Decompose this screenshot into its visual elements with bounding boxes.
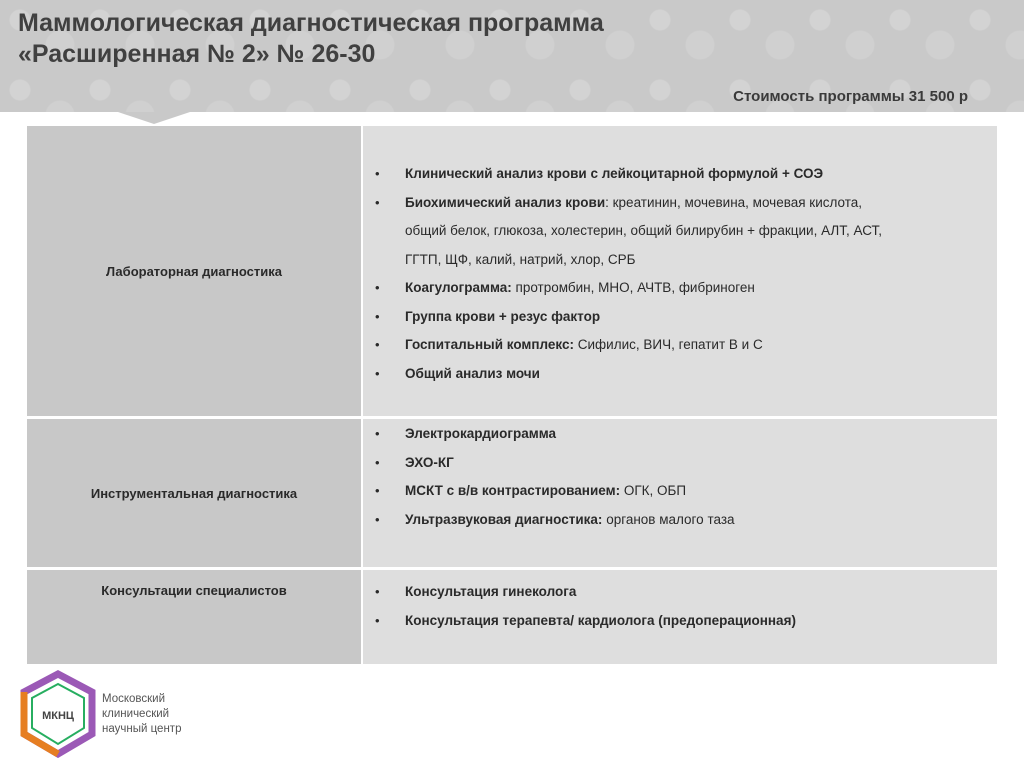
item-list [375, 126, 997, 388]
row-label-consultations [27, 570, 361, 664]
list-item [375, 449, 997, 478]
row-label-text: Инструментальная диагностика [90, 485, 298, 501]
item-bold-text: МСКТ с в/в контрастированием: [405, 483, 621, 498]
title-line-1: Маммологическая диагностическая программа [18, 9, 604, 37]
title-line-2: «Расширенная № 2» № 26-30 [18, 40, 376, 68]
item-bold-text: Коагулограмма: [405, 280, 512, 295]
item-bold-text: Ультразвуковая диагностика: [405, 511, 603, 527]
list-item [375, 477, 997, 506]
item-bold-text: Клинический анализ крови с лейкоцитарной формулой + СОЭ [405, 166, 824, 181]
list-item [375, 189, 997, 218]
list-item [375, 506, 997, 535]
list-item [375, 160, 997, 189]
list-item [375, 331, 997, 360]
list-item [375, 360, 997, 389]
item-list [375, 419, 997, 534]
item-bold-text: Консультация терапевта/ кардиолога (предоперационная) [405, 612, 796, 628]
item-bold-text: Группа крови + резус фактор [405, 308, 601, 324]
row-label-text: Лабораторная диагностика [105, 263, 282, 279]
list-item [375, 578, 997, 607]
item-bold-text: ЭХО-КГ [405, 454, 454, 470]
row-label-text: Консультации специалистов [101, 583, 287, 598]
item-bold-text: Электрокардиограмма [405, 426, 557, 441]
logo-text-line-2: клинический [102, 708, 170, 720]
logo-hexagon-accent [24, 692, 58, 754]
item-bold-text: Консультация гинеколога [405, 584, 577, 599]
row-label-instrumental [27, 419, 361, 567]
page-title [18, 8, 918, 70]
list-item [375, 246, 997, 275]
item-text: ОГК, ОБП [620, 483, 687, 498]
item-list [375, 570, 997, 635]
row-items-consultations [363, 570, 997, 664]
row-label-laboratory [27, 126, 361, 416]
program-table [27, 126, 997, 664]
program-price: Стоимость программы 31 500 р [733, 88, 968, 105]
item-text: ГГТП, ЩФ, калий, натрий, хлор, СРБ [405, 251, 636, 267]
logo-text [102, 692, 181, 737]
item-bold-text: Общий анализ мочи [405, 365, 540, 381]
row-items-laboratory [363, 126, 997, 416]
list-item [375, 274, 997, 303]
item-text: органов малого таза [602, 511, 735, 527]
logo-text-line-1: Московский [102, 693, 166, 705]
logo-text-line-3: научный центр [102, 723, 182, 735]
logo-abbreviation: МКНЦ [42, 710, 74, 722]
item-text: Сифилис, ВИЧ, гепатит В и С [574, 337, 763, 352]
list-item [375, 607, 997, 636]
item-bold-text: Госпитальный комплекс: [405, 337, 575, 352]
item-text: протромбин, МНО, АЧТВ, фибриноген [511, 280, 755, 295]
list-item [375, 420, 997, 449]
list-item [375, 303, 997, 332]
list-item [375, 217, 997, 246]
item-bold-text: Биохимический анализ крови [405, 194, 606, 210]
item-text: общий белок, глюкоза, холестерин, общий билирубин + фракции, АЛТ, АСТ, [405, 223, 883, 238]
row-items-instrumental [363, 419, 997, 567]
header-notch [118, 112, 190, 124]
item-text: : креатинин, мочевина, мочевая кислота, [605, 194, 863, 210]
